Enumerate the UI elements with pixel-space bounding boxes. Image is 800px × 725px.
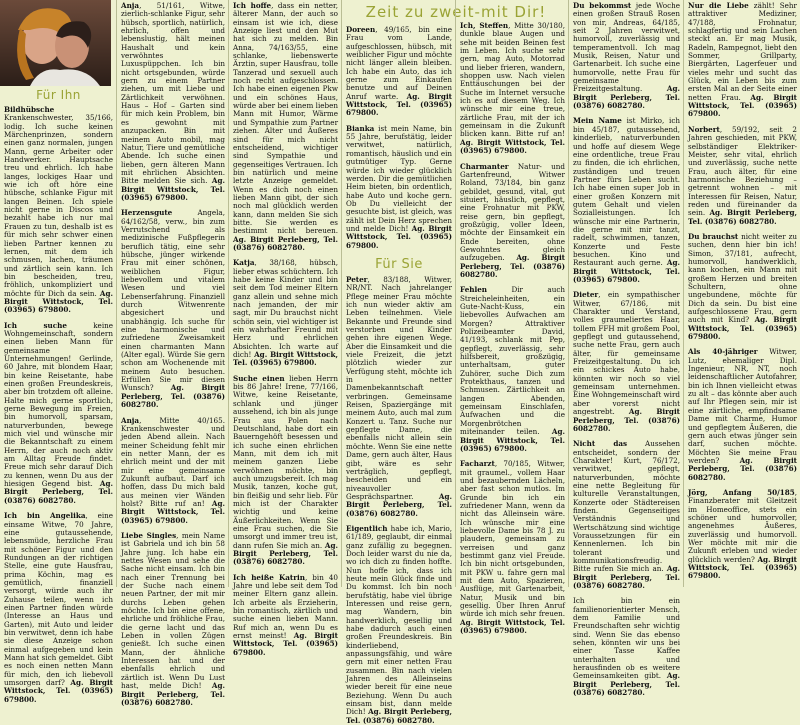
ad-text: Krankenschwester, 35/166, lodig. Ich suche keinen Märchenprinzen, sondern einen ganz normalen, jungen Mann, gerne Arbeiter oder Handwerker. Hauptsache treu und ehrlich. Ich habe langes, lockiges Haar und wie ich oft höre eine hübsche, schlanke Figur mit langen Beinen. Ich spiele nicht gerne in Discos und bezahlt habe ich nur mal Frauen zu tun, deshalb ist es für mich sehr schwer einen lieben Partner kennen zu lernen, mit dem ich schmusen, lachen, träumen und zärtlich sein kann. Ich bin bescheiden, treu, fröhlich, unkompliziert und möchte für Dich da sein. [4,113,113,298]
personal-ad [346,276,452,518]
ad-lead: Norbert [688,124,720,134]
ad-lead: Suche einen [233,373,285,383]
personal-ad [460,460,565,635]
ad-lead: Bildhübsche [4,105,55,114]
ad-text: ist Mirko, ich bin 45/187, gutaussehend, kinderlieb, naturverbunden und hoffe auf diesem Wege eine ordentliche, treue Frau zu finden, die ich ehrlichen, zuständigen und treuen Partner fürs Leben sucht. Ich habe einen super Job in einer großen Konzern mit gutem Gehalt und vielen Sozialleistungen. Ich wünsche mir eine Partnerin, die gerne mit mir tanzt, radelt, schwimmen, tanzen, Konzerte und Feste besuchen. Kino und Restaurant auch gerne. [573,116,680,268]
ad-text: , bin 40 Jahre und lebe seit dem Tod meiner Eltern ganz allein. Ich arbeite als Erzieherin, bin romantisch, zärtlich und suche einen lieben Mann. Ruf mich an, wenn Du es ernst meinst! [233,572,338,641]
ad-text: keine Wohngemeinschaft, sondern einen lieben Mann für gemeinsame Unternehmungen! Gerlinde, 60 Jahre, mit blondem Haar, bin keine Reisetante, habe einen großen Freundeskreis, aber bin trotzdem oft alleine. Halte mich gerne sportlich, gerne Bewegung im Freien, bin humorvoll, sparsam, naturverbunden, bewege mich viel und wünsche mir die Bekanntschaft zu einem Herrn, der auch noch aktiv am Alltag Freude findet. Freue mich sehr darauf Dich zu kennen, wenn Du aus der hiesigen Gegend bist. [4,320,113,489]
ad-text: , Mitte 40/165. Krankenschwester und jeden Abend allein. Nach meiner Scheidung fehlt mir ein netter Mann, der es ehrlich meint und der mit mir eine gemeinsame Zukunft aufbaut. Darf ich hoffen, dass Du mich bald aus meinen vier Wänden holst? Bitte ruf an! [121,415,225,508]
personal-ad [573,291,680,433]
section-heading-fuer-ihn: Für Ihn [36,88,81,102]
ad-contact: Ag. Birgit Perleberg, Tel. (03876) 6082780. [460,253,565,279]
ad-lead: Doreen [346,25,376,34]
personal-ad [688,489,797,581]
ad-text: Witwer, Lutz, ehemaliger Dipl. Ingenieur, NR, NT, noch leidenschaftlicher Autofahrer, bin ich Ihnen vielleicht etwas zu alt – das könnte aber auch auf Ihr Pflegen sein, mir ist eine zärtliche, empfindsame Dame mit Charme, Humor und gepflegtem Äußeren, die gern auch etwas jünger sein darf, suchen möchte. Möchten Sie meine Frau werden? [688,347,797,465]
ad-text: , 49/165, bin eine Frau vom Lande, aufgeschlossen, hübsch, mit weiblicher Figur und möchte nicht länger allein bleiben. Ich habe ein Auto, das ich gerne zum Einkaufen benutze und auf Deinen Anruf warte. [346,25,452,101]
ad-text: zählt! Sehr attraktiver Mediziner, 47/188, Frohnatur, schlagfertig und sein Lachen steckt an. Er mag Musik, Radeln, Rampegnot, liebt den Sommer, Grillparty, Biergärten, Lagerfeuer und vieles mehr und sucht das Glück, ein Leben bis zum ersten Mal an der Seite einer netten Frau. [688,1,797,102]
ad-list [573,2,680,698]
column-7 [683,0,800,587]
personal-ad [573,117,680,284]
ad-contact: Ag. Birgit Wittstock, Tel. (03965) 679800. [121,176,225,202]
section-heading-fuer-sie: Für Sie [375,256,423,272]
personal-ad [121,209,225,409]
personal-ad [4,322,113,506]
ad-contact: Ag. Birgit Wittstock, Tel. (03965) 679800. [688,315,797,342]
ad-lead: Peter [346,274,368,284]
column-3 [228,0,341,657]
personal-ad [688,348,797,482]
section-heading-zeit-zu-zweit: Zeit zu zweit-mit Dir! [365,3,547,21]
personal-ad [688,233,797,341]
ad-contact: Ag. Birgit Perleberg, Tel. (03876) 6082780. [346,491,452,518]
ad-contact: Ag. Birgit Perleberg, Tel. (03876) 6082780. [121,383,225,410]
ad-lead: Du brauchst [688,231,739,241]
ad-lead: Charmanter [460,161,509,171]
ad-contact: Ag. Birgit Wittstock, Tel. (03965) 679800. [346,223,452,250]
ad-lead: Anja [121,415,140,425]
personal-ad [121,532,225,707]
personal-ad [573,440,680,590]
personal-ad [460,286,565,453]
ad-lead: Nicht das [573,439,628,449]
ad-contact: Ag. Birgit Wittstock, Tel. (03965) 679800. [460,427,565,453]
ad-text: , eine einsame Witwe, 70 Jahre, eine gutaussehende, lebensmüde, herzliche Frau mit schöner Figur und den Rundungen an der richtigen Stelle, eine gute Hausfrau, prima Köchin, mag es gemütlich, finanziell versorgt, würde auch ihr Zuhause teilen, wenn ich einen Partner finden würde (Interesse an Haus und Garten), mit Auto und leider bin verwitwet, denn ich habe sie diese Anzeige schon einmal aufgegeben und kein Mann hat sich gemeldet. Gibt es noch einen netten Mann für mich, den ich liebevoll umsorgen darf? [4,511,113,688]
ad-lead: Jörg, Anfang 50/185 [688,487,795,497]
ad-text: Angela, 64/162/58, verw., bin zum Verrutschend als medizinische Fußpflegerin beruflich tätig, eine sehr hübsche, jünger wirkende Frau mit einer schönen, weiblichen Figur, liebevollem und vitalem Wesen und viel Lebenserfahrung. Finanziell durch Witwenrente abgesichert und unabhängig. Ich suche für eine harmonische und zufriedene Zweisamkeit einen charmanten Mann (Alter egal). Würde Sie gern schon am Wochenende mit meinem Auto besuchen. Erfüllen Sie mir diesen Wunsch? [121,208,225,393]
ad-contact: Ag. Birgit Wittstock, Tel. (03965) 679800. [121,498,225,525]
ad-contact: Ag. Birgit Wittstock, Tel. (03965) 679800. [688,554,797,581]
personal-ad [233,259,338,367]
column-1 [0,0,116,704]
personal-ad [460,163,565,280]
ad-text: Natur- und Gartenfreund, Witwer Roland, 73/184, bin ganz gebildet, gesund, vital, gut situiert, häuslich, gepflegt, eine Frohnatur mit PKW, reise gern, bin gepflegt, großzügig, voller Ideen, möchte der Einsamkeit ein Ende bereiten, ohne Gewohntes gleich aufzugeben. [460,161,565,263]
ad-list [688,2,797,581]
ad-text: , 83/188, Witwer, NR/NT. Nach jahrelanger Pflege meiner Frau möchte ich nun wieder aktiv am Leben teilnehmen. Viele Bekannte und Freunde sind verstorben und Kinder gehen ihre eigenen Wege. Aber die Einsamkeit und die viele Freizeit, die jetzt plötzlich wieder zur Verfügung steht, möchte ich in netter Damenbekanntschaft verbringen. Gemeinsame Reisen, Spaziergänge mit meinem Auto, auch mal zum Konzert u. Tanz. Suche nur gepflegte Dame, die ebenfalls nicht allein sein möchte. Wenn Sie eine nette Dame, gern auch älter, Haus gibt, wäre es sehr verträglich, gepflegt, bescheiden und ein niveauvoller Gesprächspartner. [346,274,452,501]
personal-ad [573,597,680,697]
ad-contact: Ag. Birgit Wittstock, Tel. (03965) 679800. [4,288,113,315]
ad-lead: Nur die Liebe [688,1,749,10]
personal-ad [346,125,452,250]
ad-contact: Ag. Birgit Wittstock, Tel. (03965) 679800. [4,678,113,704]
personal-ad [121,417,225,525]
ad-contact: Ag. Birgit Perleberg, Tel. (03876) 6082780. [573,671,680,698]
ad-contact: Ag. Birgit Wittstock, Tel. (03965) 679800. [460,617,565,636]
ad-text: , mein Name ist Gabriela und ich bin 58 Jahre jung. Ich habe ein nettes Wesen und sehe die Sache nicht einsam. Ich bin nach einer Trennung bei der Suche nach einem neuen Partner, der mit mir durchs Leben gehen möchte. Ich bin eine offene, ehrliche und fröhliche Frau, die gerne lacht und das Leben in vollen Zügen genießt. Ich suche einen Mann, der ähnliche Interessen hat und der ebenfalls ehrlich und zärtlich ist. Wenn Du Lust hast, melde Dich! [121,530,225,691]
personal-ad [346,26,452,118]
ad-lead: Ich, Steffen [460,21,509,30]
ad-contact: Ag. Birgit Perleberg, Tel. (03876) 6082780. [233,540,338,567]
ad-lead: Als 40-jähriger [688,347,758,357]
ad-contact: Ag. Birgit Perleberg, Tel. (03876) 6082780. [346,707,452,725]
personal-ad [688,2,797,119]
column-5 [455,0,568,636]
ad-contact: Ag. Birgit Wittstock, Tel. (03965) 679800. [233,631,338,657]
ad-lead: Ich bin Angelika [4,511,86,521]
ad-lead: Bianka [346,123,375,133]
ad-text: , dass ein netter, älterer Mann, der auch so einsam ist wie ich, diese Anzeige liest und den Mut hat sich zu melden. Bin Anna, 74/163/55, eine schlanke, liebenswerte Ärztin, super Hausfrau, tolle Tanzerad und sexuell auch noch recht aufgeschlossen. Ich habe einen eigenen Pkw und ein schönes Haus, würde aber bei einem lieben Mann mit Humor, Wärme und Sympathie zum Partner ziehen. Alter und Äußeres sind für mich nicht entscheidend, wichtiger sind Sympathie und gegenseitiges Vertrauen. Ich bin natürlich und meine letzte Anzeige gemeldet. Wenn es dich noch einen lieben Mann gibt, der sich noch mal glücklich werden kann, dann melden Sie sich bitte. Sie werden es bestimmt nicht bereuen. [233,1,338,236]
ad-text: lieben Herrn bis 86 Jahre! Irene, 77/166, Witwe, keine Reisetante, schlank und jünger aussehend, ich bin als junge Frau aus Polen nach Deutschland, habe dort ein Bauerngehöft besessen und ich suche einen ehrlichen Mann, mit dem ich mit meinem ganzen Liebe verwöhnen möchte, bin auch umzugsbereit. Ich mag Musik, tanzen, koche gut, bin fleißig und sehr lieb. Für mich ist der Charakter wichtig und keine Äußerlichkeiten. Wenn Sie eine Frau suchen, die Sie umsorgt und immer treu ist, dann rufen Sie mich an. [233,373,338,550]
personal-ad [233,574,338,657]
ad-text: ist mein Name, bin 55 Jahre, berufstätig, leider verwitwet, natürlich, romantisch, häuslich und ein gutmütiger Typ. Gerne würde ich wieder glücklich werden. Dir die gemütlichen Heim bieten, bin ordentlich, habe Auto und koche gern. Ob Du vielleicht der gesuchte bist, ist gleich, was zählt ist Dein Herz sprechen und melde Dich! [346,123,452,233]
ad-contact: Ag. Birgit Perleberg, Tel. (03876) 6082780. [573,407,680,433]
ad-contact: Ag. Birgit Wittstock, Tel. (03965) 679800. [460,137,565,156]
ad-lead: Dieter [573,290,599,300]
ad-lead: Katja [233,258,255,268]
ad-text: Aussehen entscheidet, sondern der Charakter! Kurt, 76/172, verwitwet, gepflegt, naturverbunden, möchte eine nette Begleitung für kulturelle Veranstaltungen, Konzerte oder Städtereisen finden. Gegenseitiges Verständnis und Wertschätzung sind wichtige Voraussetzungen für ein Kennenlernen. Ich bin tolerant und kommunikationsfreudig. Bitte rufen Sie mich an. [573,439,680,574]
personal-ad [573,2,680,110]
ad-text: , 70/185, Witwer, mit graumel., vollem Haar und bezaubernden Lächeln, aber fast schon mutlos. Im Grunde bin ich ein zufriedener Mann, wenn da nicht das Alleinsein wäre. Ich wünsche mir eine liebevolle Dame bis 78 J. zu plaudern, gemeinsam zu verreisen und ganz bestimmt ganz viel Freude. Ich bin nicht ortsgebunden, mit PKW u. fahre gern mal mit dem Auto, Spazieren, Ausflüge, mit Gartenarbeit, Natur, Musik und bin gesellig. Über Ihren Anruf würde ich mich sehr freuen. [460,459,565,619]
ad-contact: Ag. Birgit Perleberg, Tel. (03876) 6082780. [4,479,113,505]
ad-text: , 38/168, hübsch, lieber etwas schüchtern. Ich habe keine Kinder und bin seit dem Tod meiner Eltern ganz allein und sehne mich nach jemanden, der mir sagt, mir Du brauchst nicht schön sein, viel wichtiger ist ein wahrhafter Freund mit Herz und ehrlichen Absichten. Ich warte auf dich! [233,258,338,360]
ad-lead: Ich suche [4,320,67,330]
ad-text: Dir auch Streicheleinheiten, ein Gute-Nacht-Kuss, ein liebevolles Aufwachen am Morgen? Attraktiver Polizeibeamter David, 41/193, schlank mit Pep, gepflegt, zuverlässig, sehr hilfsbereit, großzügig, unterhaltsam, guter Zuhörer, suche Dich zum Protekthaus, tanzen und Schmusen. Zärtlichkeit an langen Abenden, gemeinsam Einschlafen, Aufwachen und die Morgenbrötchen miteinander teilen. [460,285,565,437]
personal-ad [460,22,565,156]
personal-ad [233,2,338,252]
ad-text: habe ich, Mario, 61/189, geglaubt, dir einmal ganz zufällig zu begegnen. Doch leider warst du nie da, wo ich dich zu finden hoffte. Nun hoffe ich, dass ich heute mein Glück finde und Du kommst. Ich bin noch berufstätig, habe viel übrige Interessen und reise gern, mag Wandern, bin handwerklich, gesellig und habe dadurch auch einen großen Freundeskreis. Bin kinderliebend, anpassungsfähig, und wäre gern mit einer netten Frau zusammen. Bin nach vielen Jahren des Alleinseins wieder bereit für eine neue Beziehung. Wenn Du auch einsam bist, dann melde Dich! [346,523,452,717]
ad-list [4,106,113,704]
ad-text: , ein sympathischer Witwer, 67/186, mit Charakter und Verstand, volles graumeliertes Haar, tollem FFH mit großem Pool, gepflegt und gutaussehend, suche nette Frau, gern auch älter, für gemeinsame Freizeitgestaltung. Du ich ein schickes Auto habe, könnten wir noch so viel gemeinsam unternehmen. Eine Wohngemeinschaft wird aber vorerst nicht angestrebt. [573,290,680,417]
ad-contact: Ag. Birgit Perleberg, Tel. (03876) 6082780. [121,681,225,707]
ad-contact: Ag. Birgit Wittstock, Tel. (03965) 679800. [573,258,680,284]
ad-text: , 51/161, Witwe, zierlich-schlanke Figur, sehr hübsch, sportlich, natürlich, ehrlich, offen und lebenslustig, hält meinen Haushalt und kein verwöhntes Luxuspüppchen. Ich bin nicht ortsgebunden, würde gern zu einem Partner ziehen, um mit Liebe und Zärtlichkeit verwöhnen. Haus – Hof – Garten sind für mich kein Problem, bin es gewohnt mit anzupacken. Bin mit meinem Auto mobil, mag Natur, Tiere und gemütliche Abende. Ich suche einen lieben, gern älteren Mann mit ehrlichen Absichten. Bitte melden Sie sich. [121,1,225,186]
ad-contact: Ag. Birgit Perleberg, Tel. (03876) 6082780. [573,564,680,591]
ad-text: , 59/192, seit 2 Jahren geschieden, mit PKW, selbständiger Elektriker-Meister, sehr vital, ehrlich und zuverlässig, suche nette Frau, auch älter, für eine harmonische Beziehung – getrennt wohnen – mit Interessen für Reisen, Natur, reden und füreinander da sein. [688,124,797,218]
ad-lead: Ich heiße Katrin [233,572,305,582]
ad-lead: Mein Name [573,116,622,126]
ad-text: jede Woche einen großen Strauß Rosen von mir, Andreas, 64/185, seit 2 Jahren verwitwet, humorvoll, zuverlässig und temperamentvoll. Ich mag Musik, Reisen, Natur und Gartenarbeit. Ich suche eine humorvolle, nette Frau für gemeinsame Freizeitgestaltung. [573,1,680,94]
ad-lead: Du bekommst [573,1,632,10]
personal-ad [4,106,113,315]
ad-lead: Anja [121,1,140,10]
ad-list [121,2,225,707]
ad-text: Ich bin ein familienorientierter Mensch, dem Familie und Freundschaften sehr wichtig sind. Wenn Sie das ebenso sehen, könnten wir uns bei einer Tasse Kaffee unterhalten und herausfinden ob es weitere Gemeinsamkeiten gibt. [573,596,680,681]
ad-contact: Ag. Birgit Perleberg, Tel. (03876) 6082780. [688,208,797,226]
ad-lead: Herzensgute [121,208,173,218]
personal-ad [121,2,225,202]
ad-lead: Fehlen [460,285,488,295]
ad-contact: Ag. Birgit Wittstock, Tel. (03965) 679800. [688,92,797,119]
personal-ad [233,375,338,567]
ad-contact: Ag. Birgit Perleberg, Tel. (03876) 6082780. [688,455,797,482]
ad-contact: Ag. Birgit Wittstock, Tel. (03965) 679800. [233,350,338,368]
ad-contact: Ag. Birgit Perleberg, Tel. (03876) 6082780. [233,234,338,252]
ad-contact: Ag. Birgit Wittstock, Tel. (03965) 679800. [346,91,452,118]
personal-ad [688,126,797,226]
ad-text: , Mitte 30/180, dunkle blaue Augen und sehe mit beiden Beinen fest im Leben. Ich suche sehr gern, mag Auto, Motorrad und lieber frieren, wandern, shoppen usw. Nach vielen Enttäuschungen bei der Suche im Internet versuche ich es auf diesem Weg. Ich wünsche mir eine treue, zärtliche Frau, mit der ich gemeinsam in die Zukunft blicken kann. Bitte ruf an! [460,21,565,139]
column-6 [568,0,683,698]
ad-lead: Facharzt [460,459,495,469]
ad-list [346,26,452,725]
ad-lead: Liebe Singles [121,530,177,540]
ad-list [233,2,338,657]
personal-ad [346,525,452,725]
ad-text: , Finanzberater mit Gleitzeit im Homeoffice, stets ein schöner und humorvoller, angenehmes Äußeres, zuverlässig und humorvoll. Wer möchte mit mir die Zukunft erleben und wieder glücklich werden? [688,487,797,564]
ad-lead: Eigentlich [346,523,388,533]
personal-ad [4,512,113,704]
couple-photo [0,0,111,86]
ad-lead: Ich hoffe [233,1,272,10]
ad-list [460,22,565,635]
ad-contact: Ag. Birgit Perleberg, Tel. (03876) 6082780. [573,84,680,111]
column-2 [116,0,228,707]
ad-text: nicht weiter zu suchen, denn hier bin ich! Simon, 37/181, aufrecht, humorvoll, handwerklich, kann kochen, ein Mann mit großem Herzen und breiten Schultern, ohne ungebundene, möchte für Dich da sein. Du bist eine aufgeschlossene Frau, gern auch mit Kind? [688,231,797,325]
